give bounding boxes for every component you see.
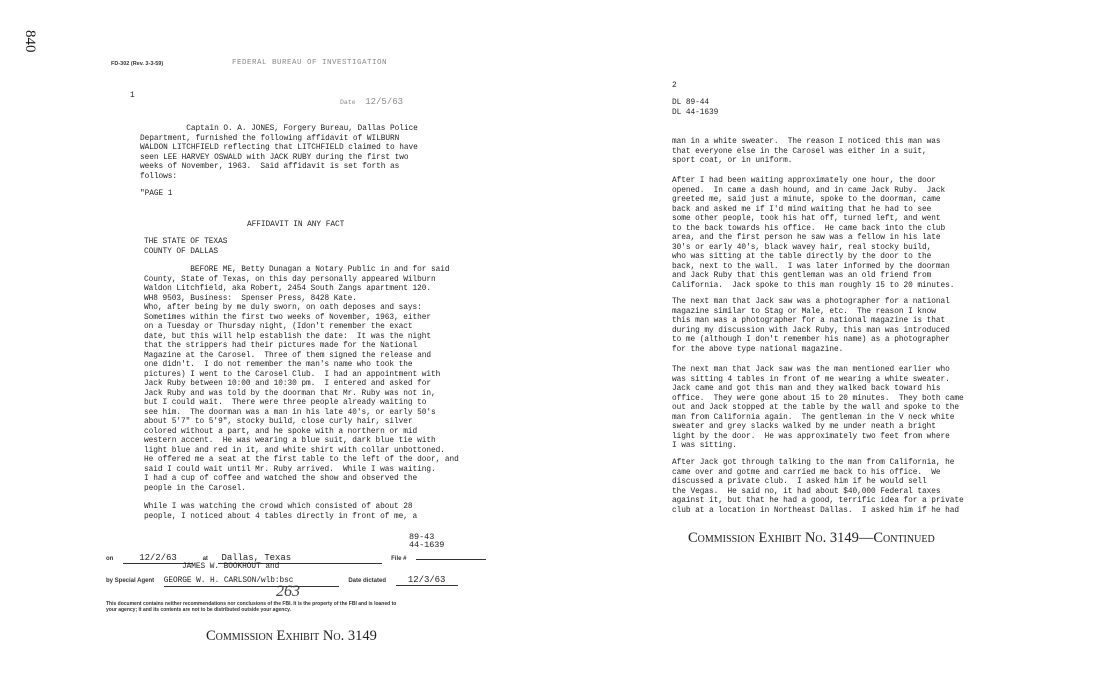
text-line: greeted me, said just a minute, spoke to the doorman, came (672, 196, 941, 204)
paragraph (672, 177, 954, 291)
text-line: This document contains neither recommendations nor conclusions of the FBI. It is the property of the FBI and is loaned to (106, 601, 397, 607)
agent-line-1: JAMES W. BOOKHOUT and (182, 563, 280, 571)
text-line: for the above type national magazine. (672, 345, 844, 354)
agent-label: by Special Agent (106, 578, 155, 584)
text-line: weeks of November, 1963. Said affidavit is set forth as (140, 163, 400, 171)
date-place-row (106, 551, 486, 561)
text-line: While I was watching the crowd which consisted of about 28 (144, 503, 413, 511)
handwritten-number: 263 (276, 583, 300, 600)
text-line: THE STATE OF TEXAS (144, 238, 228, 246)
text-line: against it, but that he had a good, terrific idea for a private (672, 497, 964, 505)
text-line: sport coat, or in uniform. (672, 157, 793, 165)
text-line: discussed a private club. I asked him if he would sell (672, 478, 927, 486)
text-line: that the strippers had their pictures made for the National (144, 342, 418, 350)
text-line: WH8 9503, Business: Spenser Press, 8428 Kate. (144, 294, 357, 303)
text-line: After Jack got through talking to the man from California, he (672, 459, 955, 467)
file-references (672, 99, 718, 118)
at-label: at (202, 556, 208, 562)
text-line: DL 44-1639 (672, 108, 719, 117)
text-line: 30's or early 40's, black wavey hair, real stocky build, (672, 243, 932, 252)
text-line: California. Jack spoke to this man roughly 15 to 20 minutes. (672, 281, 955, 290)
margin-page-number: 840 (22, 30, 38, 53)
text-line: opened. In came a dash hound, and in came Jack Ruby. Jack (672, 186, 946, 195)
text-line: County, State of Texas, on this day personally appeared Wilburn (144, 275, 436, 284)
paragraph (672, 138, 940, 167)
on-label: on (106, 556, 114, 562)
text-line: He offered me a seat at the first table to the left of the door, and (144, 456, 459, 464)
exhibit-caption-continued: Commission Exhibit No. 3149—Continued (688, 530, 935, 546)
text-line: I was sitting. (672, 442, 737, 450)
text-line: Jack Ruby between 10:00 and 10:30 pm. I entered and asked for (144, 380, 431, 388)
text-line: office. They were gone about 15 to 20 minutes. They both came (672, 394, 964, 403)
text-line: Waldon Litchfield, aka Robert, 2454 South Zangs apartment 120. (144, 285, 431, 293)
text-line: during my discussion with Jack Ruby, this man was introduced (672, 326, 950, 335)
text-line: came over and gotme and carried me back to his office. We (672, 468, 941, 477)
text-line: Captain O. A. JONES, Forgery Bureau, Dallas Police (140, 125, 418, 133)
text-line: one didn't. I do not remember the man's name who took the (144, 361, 413, 369)
text-line: COUNTY OF DALLAS (144, 247, 219, 256)
text-line: your agency; it and its contents are not to be distributed outside your agency. (106, 607, 291, 613)
intro-paragraph (140, 125, 418, 182)
form-footer (106, 532, 476, 618)
text-line: The next man that Jack saw was the man mentioned earlier who (672, 366, 950, 374)
paragraph (672, 459, 964, 516)
date-label: Date (340, 99, 356, 106)
bureau-header: FEDERAL BUREAU OF INVESTIGATION (232, 59, 388, 67)
text-line: The next man that Jack saw was a photographer for a national (672, 298, 950, 306)
text-line: After I had been waiting approximately one hour, the door (672, 177, 936, 185)
text-line: Who, after being by me duly sworn, on oath deposes and says: (144, 304, 422, 312)
text-line: to me (although I don't remember his name) as a photographer (672, 336, 950, 344)
page-number: 2 (672, 82, 677, 90)
text-line: light blue and red in it, and white shirt with collar unbottoned. (144, 446, 445, 455)
text-line: seen LEE HARVEY OSWALD with JACK RUBY during the first two (140, 153, 409, 162)
text-line: back, next to the wall. I was later informed by the doorman (672, 262, 950, 271)
text-line: said I could wait until Mr. Ruby arrived. While I was waiting. (144, 465, 436, 474)
dictated-date: 12/3/63 (396, 575, 458, 586)
text-line: follows: (140, 172, 178, 181)
text-line: Sometimes within the first two weeks of November, 1963, either (144, 313, 431, 322)
affidavit-body (144, 266, 459, 494)
interview-date: 12/2/63 (123, 553, 193, 564)
text-line: but I could wait. There were three people already waiting to (144, 399, 427, 407)
text-line: who was sitting at the table directly by the door to the (672, 253, 932, 261)
paragraph (672, 366, 964, 452)
agent-row (106, 573, 458, 583)
text-line: man from California again. The gentleman in the V neck white (672, 413, 955, 422)
text-line: WALDON LITCHFIELD reflecting that LITCHFIELD claimed to have (140, 144, 418, 152)
text-line: pictures) I went to the Carosel Club. I had an appointment with (144, 370, 441, 379)
text-line: 44-1639 (409, 540, 445, 550)
text-line: people, I noticed about 4 tables directly in front of me, a (144, 512, 418, 521)
text-line: club at a location in Northeast Dallas. I asked him if he had (672, 506, 959, 515)
dictated-label: Date dictated (348, 578, 387, 584)
text-line: DL 89-44 (672, 99, 710, 107)
affidavit-title: AFFIDAVIT IN ANY FACT (247, 221, 345, 229)
text-line: western accent. He was wearing a blue suit, dark blue tie with (144, 437, 436, 445)
text-line: was sitting 4 tables in front of me wearing a white sweater. (672, 375, 950, 384)
file-line (416, 551, 486, 560)
text-line: date, but this will help establish the date: It was the night (144, 332, 431, 341)
affidavit-continuation (144, 503, 417, 522)
page-number: 1 (130, 92, 135, 100)
form-number: FD-302 (Rev. 3-3-59) (111, 61, 164, 67)
file-label: File # (391, 556, 407, 562)
paragraph (672, 298, 950, 355)
text-line: area, and the first person he saw was a fellow in his late (672, 234, 941, 242)
text-line: people in the Carosel. (144, 484, 246, 493)
text-line: 89-43 (409, 532, 435, 542)
text-line: man in a white sweater. The reason I noticed this man was (672, 138, 941, 146)
text-line: I had a cup of coffee and watched the show and observed the (144, 475, 418, 483)
date-value: 12/5/63 (365, 97, 404, 107)
page-marker: "PAGE 1 (140, 190, 173, 198)
interview-place: Dallas, Texas (218, 553, 382, 564)
text-line: about 5'7" to 5'9", stocky build, close curly hair, silver (144, 418, 413, 426)
text-line: some other people, took his hat off, turned left, and went (672, 215, 941, 223)
agent-line-2: GEORGE W. H. CARLSON/wlb:bsc (164, 576, 339, 587)
jurisdiction (144, 238, 227, 257)
text-line: and Jack Ruby that this gentleman was an old friend from (672, 272, 932, 280)
text-line: BEFORE ME, Betty Dunagan a Notary Public in and for said (144, 266, 450, 274)
text-line: that everyone else in the Carosel was either in a suit, (672, 147, 927, 156)
text-line: light by the door. He was approximately two feet from where (672, 432, 950, 441)
text-line: see him. The doorman was a man in his late 40's, or early 50's (144, 408, 436, 417)
text-line: magazine similar to Stag or Male, etc. The reason I know (672, 307, 936, 316)
text-line: back and asked me if I'd mind waiting that he had to see (672, 205, 932, 214)
disclaimer (106, 601, 396, 613)
report-date (340, 91, 403, 109)
text-line: Magazine at the Carosel. Three of them signed the release and (144, 351, 431, 360)
text-line: sweater and grey slacks walked by me under neath a bright (672, 423, 936, 431)
text-line: on a Tuesday or Thursday night, (Idon't remember the exact (144, 323, 413, 331)
text-line: this man was a photographer for a national magazine is that (672, 317, 946, 325)
text-line: to the back towards his office. He came back into the club (672, 224, 946, 233)
text-line: out and Jack stopped at the table by the wall and spoke to the (672, 404, 959, 412)
text-line: the Vegas. He said no, it had about $40,000 Federal taxes (672, 487, 941, 496)
exhibit-caption: Commission Exhibit No. 3149 (206, 628, 377, 644)
text-line: Department, furnished the following affidavit of WILBURN (140, 134, 400, 143)
text-line: Jack came and got this man and they walked back toward his (672, 385, 941, 393)
text-line: colored without a part, and he spoke with a northern or mid (144, 427, 418, 436)
text-line: Jack Ruby and was told by the doorman that Mr. Ruby was not in, (144, 389, 436, 398)
